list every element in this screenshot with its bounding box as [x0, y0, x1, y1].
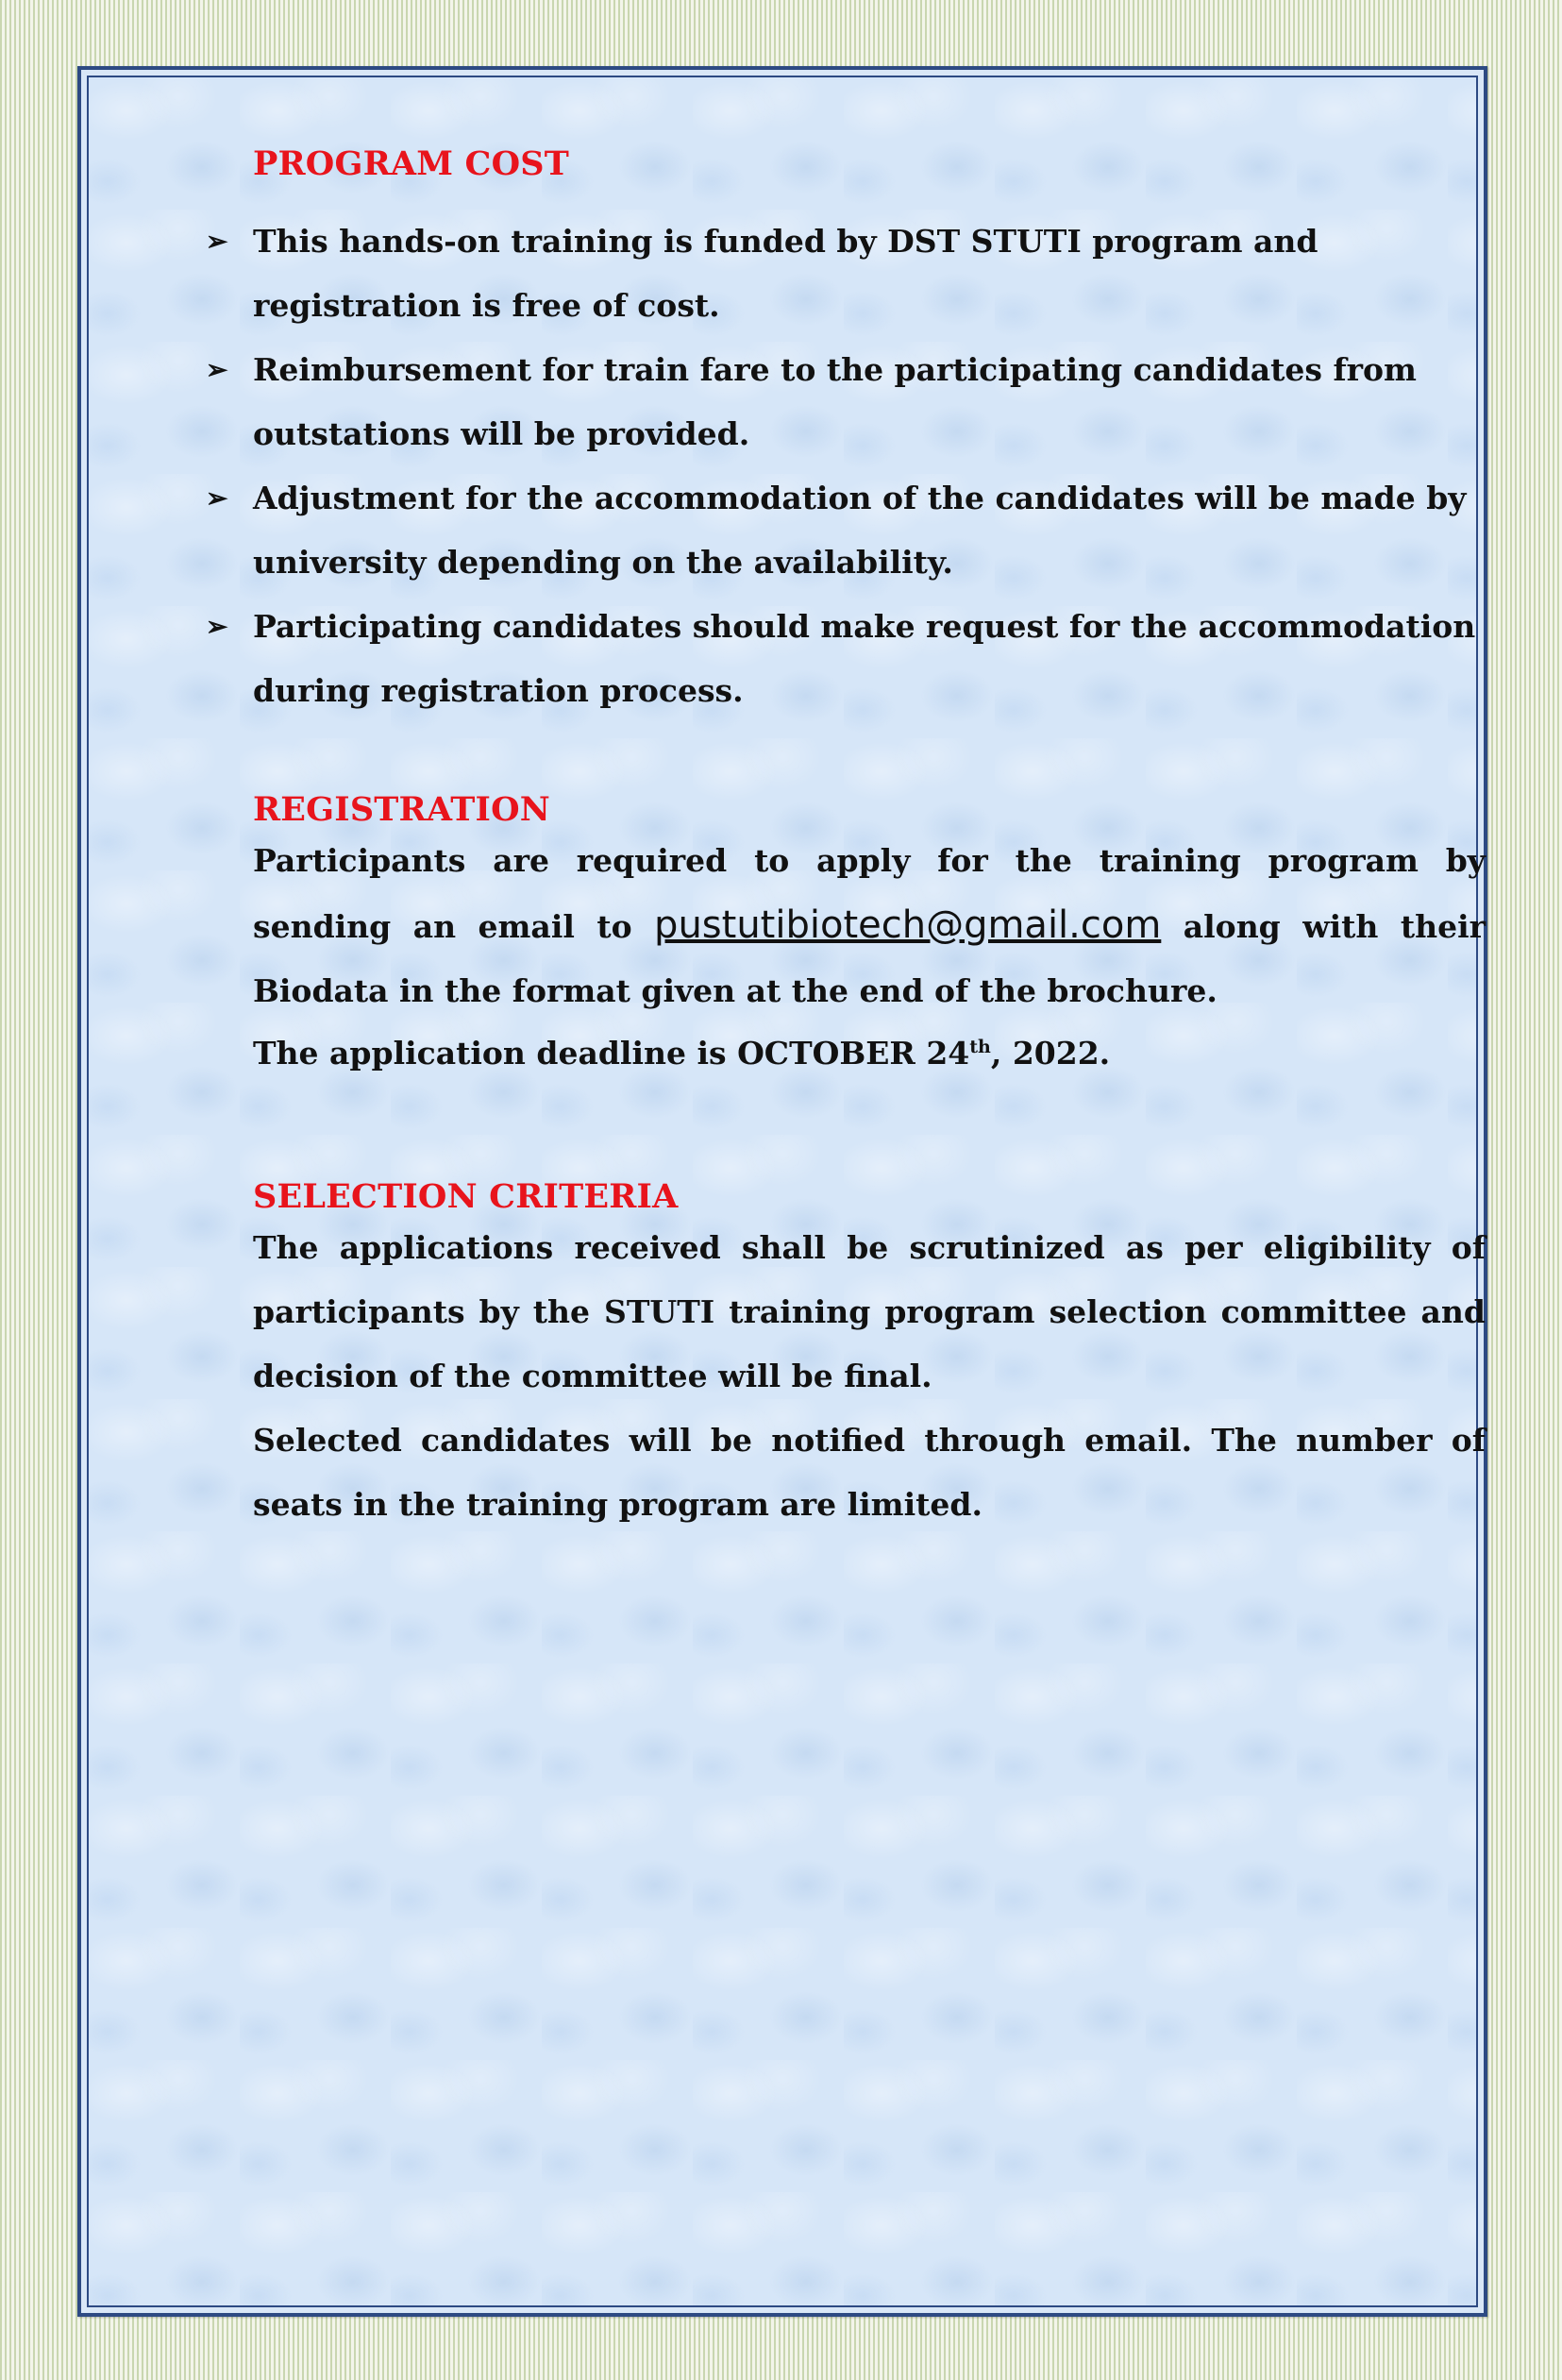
arrow-bullet-icon: ➢: [206, 611, 228, 642]
registration-heading: REGISTRATION: [253, 790, 550, 829]
arrow-bullet-icon: ➢: [206, 482, 228, 514]
program-cost-item: [206, 466, 1486, 595]
deadline-ordinal: th: [969, 1037, 991, 1057]
program-cost-item-line1: Adjustment for the accommodation of the candidates will be made by: [253, 480, 1467, 516]
selection-criteria-heading: SELECTION CRITERIA: [253, 1177, 679, 1216]
registration-text-after-email: along with their Biodata in the format given at the end of the brochure.: [253, 908, 1486, 1009]
selection-criteria-paragraph-2: Selected candidates will be notified through email. The number of seats in the training program are limited.: [253, 1422, 1486, 1523]
brochure-frame: [77, 66, 1487, 2317]
program-cost-list: [206, 210, 1486, 723]
registration-paragraph: [253, 829, 1486, 1023]
deadline-prefix: The application deadline is OCTOBER 24: [253, 1035, 970, 1072]
brochure-panel: [87, 76, 1486, 2307]
program-cost-item-line2: outstations will be provided.: [253, 415, 750, 452]
program-cost-item-line2: during registration process.: [253, 672, 744, 709]
program-cost-item-line1: Participating candidates should make request for the accommodation: [253, 608, 1476, 645]
selection-criteria-paragraph-1: The applications received shall be scrutinized as per eligibility of participants by the STUTI training program selection committee and decision of the committee will be final.: [253, 1229, 1486, 1394]
program-cost-item: [206, 210, 1486, 338]
registration-email-link[interactable]: pustutibiotech@gmail.com: [654, 903, 1162, 947]
program-cost-heading: PROGRAM COST: [253, 144, 570, 183]
registration-text-before-email: Participants are required to apply for the training program by sending an email to: [253, 842, 1486, 945]
deadline-suffix: , 2022.: [990, 1035, 1111, 1072]
program-cost-item-line1: This hands-on training is funded by DST STUTI program and: [253, 223, 1318, 260]
arrow-bullet-icon: ➢: [206, 226, 228, 257]
program-cost-item-line2: registration is free of cost.: [253, 287, 720, 324]
arrow-bullet-icon: ➢: [206, 354, 228, 385]
program-cost-item-line1: Reimbursement for train fare to the participating candidates from: [253, 351, 1417, 388]
program-cost-item: [206, 338, 1486, 466]
program-cost-item-line2: university depending on the availability.: [253, 544, 953, 581]
registration-deadline: [253, 1021, 1486, 1086]
program-cost-item: [206, 595, 1486, 723]
